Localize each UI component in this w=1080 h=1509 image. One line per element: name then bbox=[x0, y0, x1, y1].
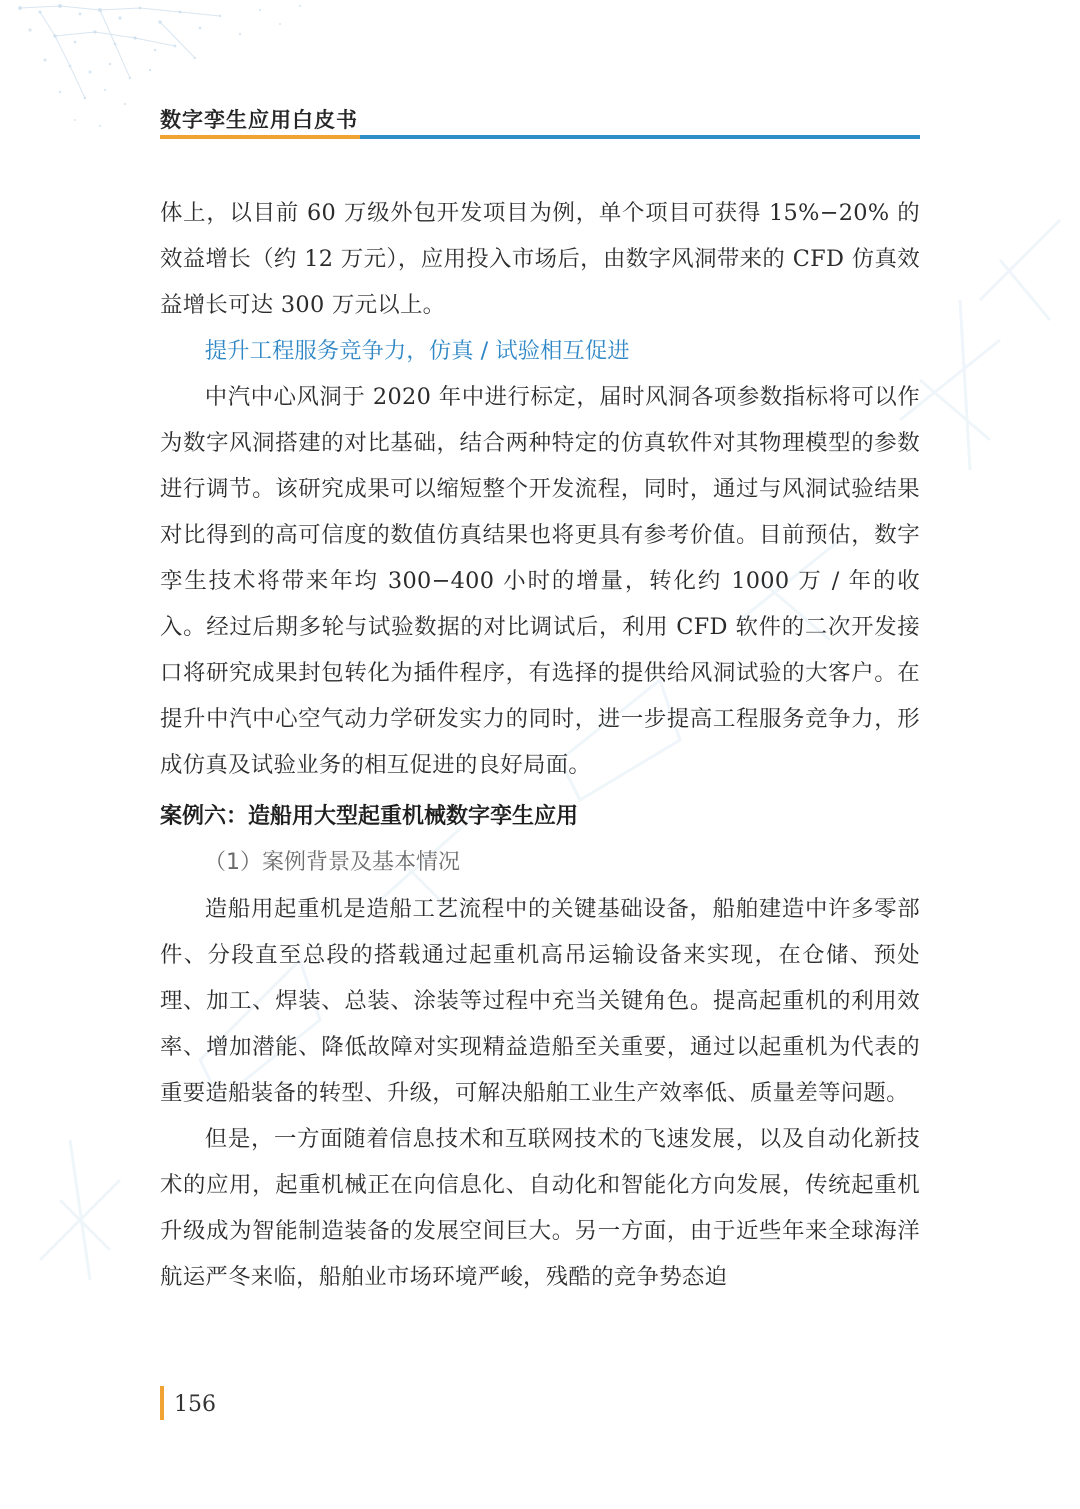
body-paragraph-crane-intro: 造船用起重机是造船工艺流程中的关键基础设备，船舶建造中许多零部件、分段直至总段的搭载通过起重机高吊运输设备来实现，在仓储、预处理、加工、焊装、总装、涂装等过程中充当关键角色。提高起重机的利用效率、增加潜能、降低故障对实现精益造船至关重要，通过以起重机为代表的重要造船装备的转型、升级，可解决船舶工业生产效率低、质量差等问题。 bbox=[160, 896, 920, 1106]
network-lines-graphic bbox=[20, 6, 220, 98]
header-rule-main bbox=[360, 135, 920, 139]
header-rule-accent bbox=[160, 135, 360, 139]
page-body bbox=[160, 190, 920, 1300]
page-number: 156 bbox=[174, 1392, 216, 1417]
body-paragraph-wind-tunnel: 中汽中心风洞于 2020 年中进行标定，届时风洞各项参数指标将可以作为数字风洞搭建的对比基础，结合两种特定的仿真软件对其物理模型的参数进行调节。该研究成果可以缩短整个开发流程，同时，通过与风洞试验结果对比得到的高可信度的数值仿真结果也将更具有参考价值。目前预估，数字孪生技术将带来年均 300−400 小时的增量，转化约 1000 万 / 年的收入。经过后期多轮与试验数据的对比调试后，利用 CFD 软件的二次开发接口将研究成果封包转化为插件程序，有选择的提供给风洞试验的大客户。在提升中汽中心空气动力学研发实力的同时，进一步提高工程服务竞争力，形成仿真及试验业务的相互促进的良好局面。 bbox=[160, 384, 920, 778]
case-background-subheading: （1）案例背景及基本情况 bbox=[204, 850, 460, 875]
page-number-bar bbox=[160, 1386, 164, 1420]
running-header-title: 数字孪生应用白皮书 bbox=[160, 108, 358, 132]
case-six-heading: 案例六：造船用大型起重机械数字孪生应用 bbox=[160, 804, 579, 829]
section-heading-engineering-services: 提升工程服务竞争力，仿真 / 试验相互促进 bbox=[204, 338, 630, 364]
body-paragraph-crane-trends: 但是，一方面随着信息技术和互联网技术的飞速发展，以及自动化新技术的应用，起重机械正在向信息化、自动化和智能化方向发展，传统起重机升级成为智能制造装备的发展空间巨大。另一方面，由于近些年来全球海洋航运严冬来临，船舶业市场环境严峻，残酷的竞争势态迫 bbox=[160, 1126, 920, 1290]
body-paragraph-continued: 体上，以目前 60 万级外包开发项目为例，单个项目可获得 15%−20% 的效益增长（约 12 万元），应用投入市场后，由数字风洞带来的 CFD 仿真效益增长可达 300 万元以上。 bbox=[160, 200, 920, 318]
